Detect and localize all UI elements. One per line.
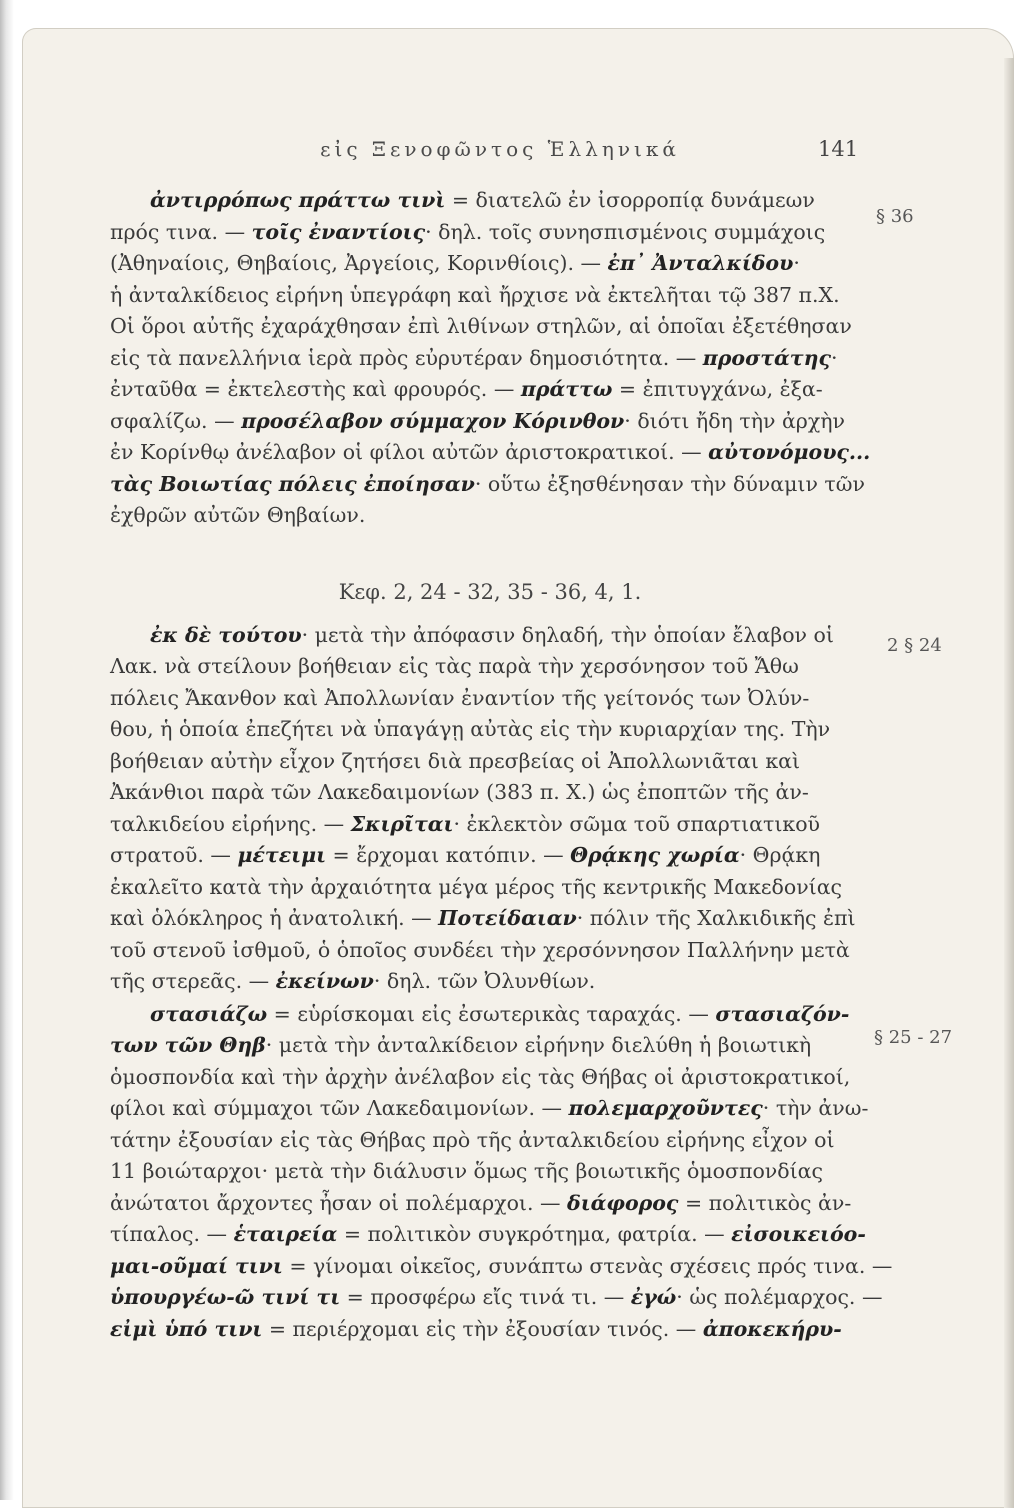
text-line bbox=[110, 1317, 868, 1341]
line-text: πρός τινα. — bbox=[110, 220, 252, 244]
line-text: = γίνομαι οἰκεῖος, συνάπτω στενὰς σχέσεις πρός τινα. — bbox=[282, 1254, 893, 1278]
line-text: · ἐκλεκτὸν σῶμα τοῦ σπαρτιατικοῦ bbox=[453, 812, 821, 836]
page-edge-shadow bbox=[1004, 58, 1014, 1508]
text-line bbox=[110, 1033, 868, 1057]
line-text: ἐνταῦθα = ἐκτελεστὴς καὶ φρουρός. — bbox=[110, 377, 521, 401]
running-head-title: εἰς Ξενοφῶντος Ἑλληνικά bbox=[320, 137, 680, 161]
line-text: ἐκαλεῖτο κατὰ τὴν ἀρχαιότητα μέγα μέρος τῆς κεντρικῆς Μακεδονίας bbox=[110, 875, 843, 899]
line-text: · bbox=[793, 251, 800, 275]
text-line bbox=[110, 251, 868, 275]
text-line bbox=[110, 1159, 868, 1183]
text-line bbox=[110, 440, 871, 464]
text-line bbox=[110, 843, 868, 867]
text-line bbox=[110, 1285, 883, 1309]
line-text: ἀνώτατοι ἄρχοντες ἦσαν οἱ πολέμαρχοι. — bbox=[110, 1191, 568, 1215]
lemma-headword: πράττω bbox=[520, 377, 613, 401]
lemma-headword: των τῶν Θηβ bbox=[110, 1033, 266, 1057]
margin-note-section-24: 2 § 24 bbox=[887, 635, 942, 656]
line-text: εἰς τὰ πανελλήνια ἱερὰ πρὸς εὐρυτέραν δημοσιότητα. — bbox=[110, 346, 703, 370]
text-line bbox=[110, 812, 868, 836]
text-line bbox=[110, 283, 868, 307]
line-text: ἐχθρῶν αὐτῶν Θηβαίων. bbox=[110, 503, 366, 527]
text-line bbox=[110, 220, 868, 244]
text-line bbox=[110, 969, 595, 993]
text-line bbox=[110, 938, 868, 962]
text-line bbox=[110, 472, 868, 496]
text-line bbox=[110, 875, 868, 899]
lemma-headword: μέτειμι bbox=[237, 843, 327, 867]
lemma-headword: ὑπουργέω-ῶ τινί τι bbox=[110, 1285, 341, 1309]
line-text: = εὑρίσκομαι εἰς ἐσωτερικὰς ταραχάς. — bbox=[267, 1002, 716, 1026]
line-text: · μετὰ τὴν ἀνταλκίδειον εἰρήνην διελύθη ἡ βοιωτικὴ bbox=[265, 1033, 812, 1057]
lemma-headword: Θρᾴκης χωρία bbox=[570, 843, 740, 867]
lemma-headword: ἐκείνων bbox=[275, 969, 374, 993]
line-text: Λακ. νὰ στείλουν βοήθειαν εἰς τὰς παρὰ τὴν χερσόνησον τοῦ Ἄθω bbox=[110, 654, 799, 678]
line-text: = ἐπιτυγχάνω, ἐξα- bbox=[612, 377, 823, 401]
text-line bbox=[150, 1002, 868, 1026]
line-text: ἡ ἀνταλκίδειος εἰρήνη ὑπεγράφη καὶ ἤρχισε νὰ ἐκτελῆται τῷ 387 π.Χ. bbox=[110, 283, 840, 307]
text-line bbox=[110, 906, 868, 930]
lemma-headword: μαι-οῦμαί τινι bbox=[110, 1254, 283, 1278]
line-text: = ἔρχομαι κατόπιν. — bbox=[326, 843, 571, 867]
line-text: τοῦ στενοῦ ἰσθμοῦ, ὁ ὁποῖος συνδέει τὴν χερσόννησον Παλλήνην μετὰ bbox=[110, 938, 850, 962]
line-text: = προσφέρω εἴς τινά τι. — bbox=[340, 1285, 631, 1309]
line-text: Οἱ ὅροι αὐτῆς ἐχαράχθησαν ἐπὶ λιθίνων στηλῶν, αἱ ὁποῖαι ἐξετέθησαν bbox=[110, 314, 852, 338]
lemma-headword: ἐπ᾽ Ἀνταλκίδου bbox=[607, 251, 794, 275]
line-text: ταλκιδείου εἰρήνης. — bbox=[110, 812, 351, 836]
line-text: στρατοῦ. — bbox=[110, 843, 238, 867]
lemma-headword: Ποτείδαιαν bbox=[438, 906, 577, 930]
text-line bbox=[110, 654, 868, 678]
line-text: 11 βοιώταρχοι· μετὰ τὴν διάλυσιν ὅμως τῆς βοιωτικῆς ὁμοσπονδίας bbox=[110, 1159, 823, 1183]
text-line bbox=[110, 346, 868, 370]
line-text: = διατελῶ ἐν ἰσορροπίᾳ δυνάμεων bbox=[445, 188, 815, 212]
lemma-headword: προσέλαβον σύμμαχον Κόρινθον bbox=[241, 409, 625, 433]
text-line bbox=[150, 188, 868, 212]
text-line bbox=[110, 377, 868, 401]
line-text: = πολιτικὸν συγκρότημα, φατρία. — bbox=[337, 1222, 732, 1246]
lemma-headword: ἐκ δὲ τούτου bbox=[150, 623, 302, 647]
text-line bbox=[110, 503, 365, 527]
line-text: τάτην ἐξουσίαν εἰς τὰς Θήβας πρὸ τῆς ἀνταλκιδείου εἰρήνης εἶχον οἱ bbox=[110, 1128, 835, 1152]
line-text: φίλοι καὶ σύμμαχοι τῶν Λακεδαιμονίων. — bbox=[110, 1096, 569, 1120]
line-text: (Ἀθηναίοις, Θηβαίοις, Ἀργείοις, Κορινθίοις). — bbox=[110, 251, 608, 275]
lemma-headword: εἰσοικειόο- bbox=[731, 1222, 866, 1246]
lemma-headword: ἀντιρρόπως πράττω τινὶ bbox=[150, 188, 446, 212]
line-text: · ὡς πολέμαρχος. — bbox=[676, 1285, 883, 1309]
line-text: θου, ἡ ὁποία ἐπεζήτει νὰ ὑπαγάγῃ αὐτὰς εἰς τὴν κυριαρχίαν της. Τὴν bbox=[110, 717, 831, 741]
text-line bbox=[110, 1254, 893, 1278]
lemma-headword: ἐγώ bbox=[630, 1285, 677, 1309]
line-text: σφαλίζω. — bbox=[110, 409, 242, 433]
text-line bbox=[110, 409, 868, 433]
line-text: τίπαλος. — bbox=[110, 1222, 234, 1246]
lemma-headword: διάφορος bbox=[567, 1191, 679, 1215]
line-text: · οὕτω ἐξησθένησαν τὴν δύναμιν τῶν bbox=[474, 472, 865, 496]
line-text: πόλεις Ἄκανθον καὶ Ἀπολλωνίαν ἐναντίον τῆς γείτονός των Ὀλύν- bbox=[110, 686, 810, 710]
lemma-headword: στασιάζω bbox=[150, 1002, 268, 1026]
lemma-headword: στασιαζόν- bbox=[715, 1002, 850, 1026]
text-line bbox=[110, 1222, 868, 1246]
lemma-headword: προστάτης bbox=[702, 346, 831, 370]
margin-note-section-36: § 36 bbox=[876, 206, 914, 227]
text-line bbox=[110, 780, 868, 804]
text-line bbox=[110, 1096, 868, 1120]
text-line bbox=[110, 314, 868, 338]
line-text: βοήθειαν αὐτὴν εἶχον ζητήσει διὰ πρεσβείας οἱ Ἀπολλωνιᾶται καὶ bbox=[110, 749, 801, 773]
line-text: καὶ ὁλόκληρος ἡ ἀνατολική. — bbox=[110, 906, 439, 930]
line-text: = περιέρχομαι εἰς τὴν ἐξουσίαν τινός. — bbox=[262, 1317, 703, 1341]
page-number: 141 bbox=[818, 137, 859, 161]
text-line bbox=[110, 717, 868, 741]
text-line bbox=[110, 1128, 868, 1152]
line-text: · δηλ. τοῖς συνησπισμένοις συμμάχοις bbox=[425, 220, 826, 244]
lemma-headword: αὐτονόμους... bbox=[708, 440, 871, 464]
line-text: · bbox=[830, 346, 838, 370]
text-line bbox=[110, 1191, 868, 1215]
line-text: · μετὰ τὴν ἀπόφασιν δηλαδή, τὴν ὁποίαν ἔλαβον οἱ bbox=[301, 623, 834, 647]
line-text: τῆς στερεᾶς. — bbox=[110, 969, 276, 993]
section-heading: Κεφ. 2, 24 - 32, 35 - 36, 4, 1. bbox=[338, 580, 642, 604]
lemma-headword: τοῖς ἐναντίοις bbox=[251, 220, 426, 244]
line-text: = πολιτικὸς ἀν- bbox=[678, 1191, 852, 1215]
line-text: ἐν Κορίνθῳ ἀνέλαβον οἱ φίλοι αὐτῶν ἀριστοκρατικοί. — bbox=[110, 440, 709, 464]
line-text: · Θρᾴκη bbox=[739, 843, 821, 867]
lemma-headword: εἰμὶ ὑπό τινι bbox=[110, 1317, 263, 1341]
lemma-headword: τὰς Βοιωτίας πόλεις ἐποίησαν bbox=[110, 472, 475, 496]
line-text: ὁμοσπονδία καὶ τὴν ἀρχὴν ἀνέλαβον εἰς τὰς Θήβας οἱ ἀριστοκρατικοί, bbox=[110, 1065, 851, 1089]
text-line bbox=[150, 623, 868, 647]
line-text: · τὴν ἀνω- bbox=[762, 1096, 869, 1120]
line-text: · δηλ. τῶν Ὀλυνθίων. bbox=[373, 969, 596, 993]
lemma-headword: ἑταιρεία bbox=[233, 1222, 338, 1246]
lemma-headword: Σκιρῖται bbox=[350, 812, 454, 836]
text-line bbox=[110, 686, 868, 710]
line-text: · πόλιν τῆς Χαλκιδικῆς ἐπὶ bbox=[576, 906, 856, 930]
lemma-headword: πολεμαρχοῦντες bbox=[568, 1096, 763, 1120]
text-line bbox=[110, 1065, 868, 1089]
text-line bbox=[110, 749, 868, 773]
line-text: · διότι ἤδη τὴν ἀρχὴν bbox=[624, 409, 846, 433]
margin-note-section-25-27: § 25 - 27 bbox=[874, 1027, 953, 1048]
lemma-headword: ἀποκεκήρυ- bbox=[702, 1317, 842, 1341]
line-text: Ἀκάνθιοι παρὰ τῶν Λακεδαιμονίων (383 π. Χ.) ὡς ἐποπτῶν τῆς ἀν- bbox=[110, 780, 809, 804]
